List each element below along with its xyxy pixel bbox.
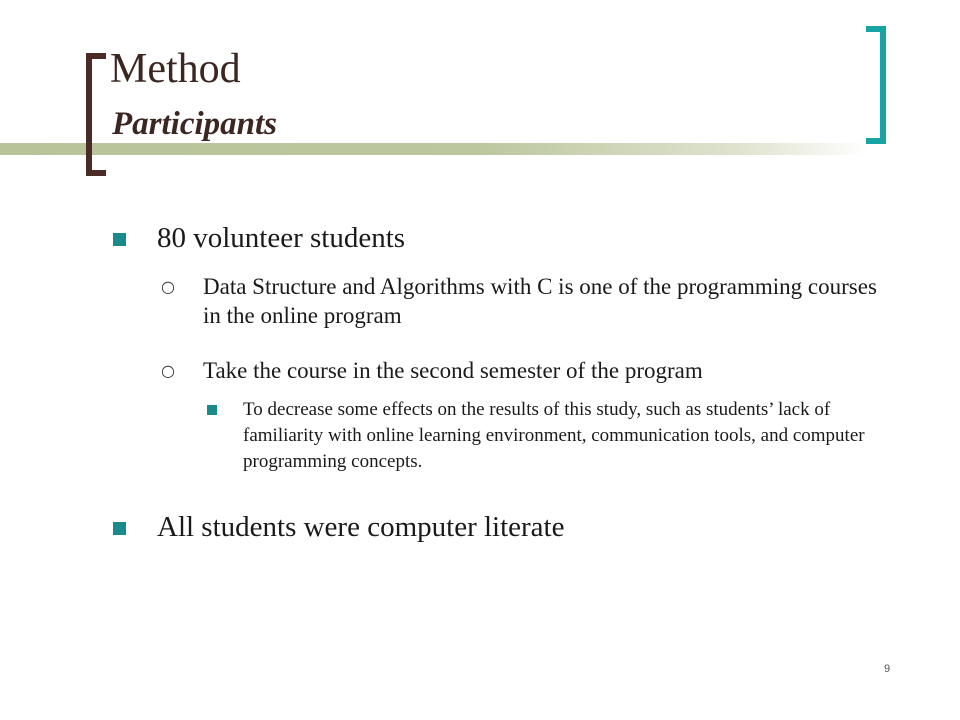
hollow-circle-bullet-icon: ○ (161, 361, 175, 380)
list-item: Take the course in the second semester of the program (203, 358, 703, 383)
square-bullet-icon (207, 405, 217, 415)
square-bullet-icon (113, 522, 126, 535)
slide-subtitle: Participants (112, 106, 278, 142)
list-item: Data Structure and Algorithms with C is one of the programming courses in the online program (203, 274, 877, 328)
list-item: To decrease some effects on the results of this study, such as students’ lack of familiarity with online learning environment, communication tools, and computer programming concepts. (243, 399, 865, 472)
list-item: All students were computer literate (157, 511, 565, 543)
slide-title: Method (110, 46, 241, 92)
page-number: 9 (884, 663, 891, 675)
list-item: 80 volunteer students (157, 222, 406, 254)
square-bullet-icon (113, 233, 126, 246)
hollow-circle-bullet-icon: ○ (161, 277, 175, 296)
